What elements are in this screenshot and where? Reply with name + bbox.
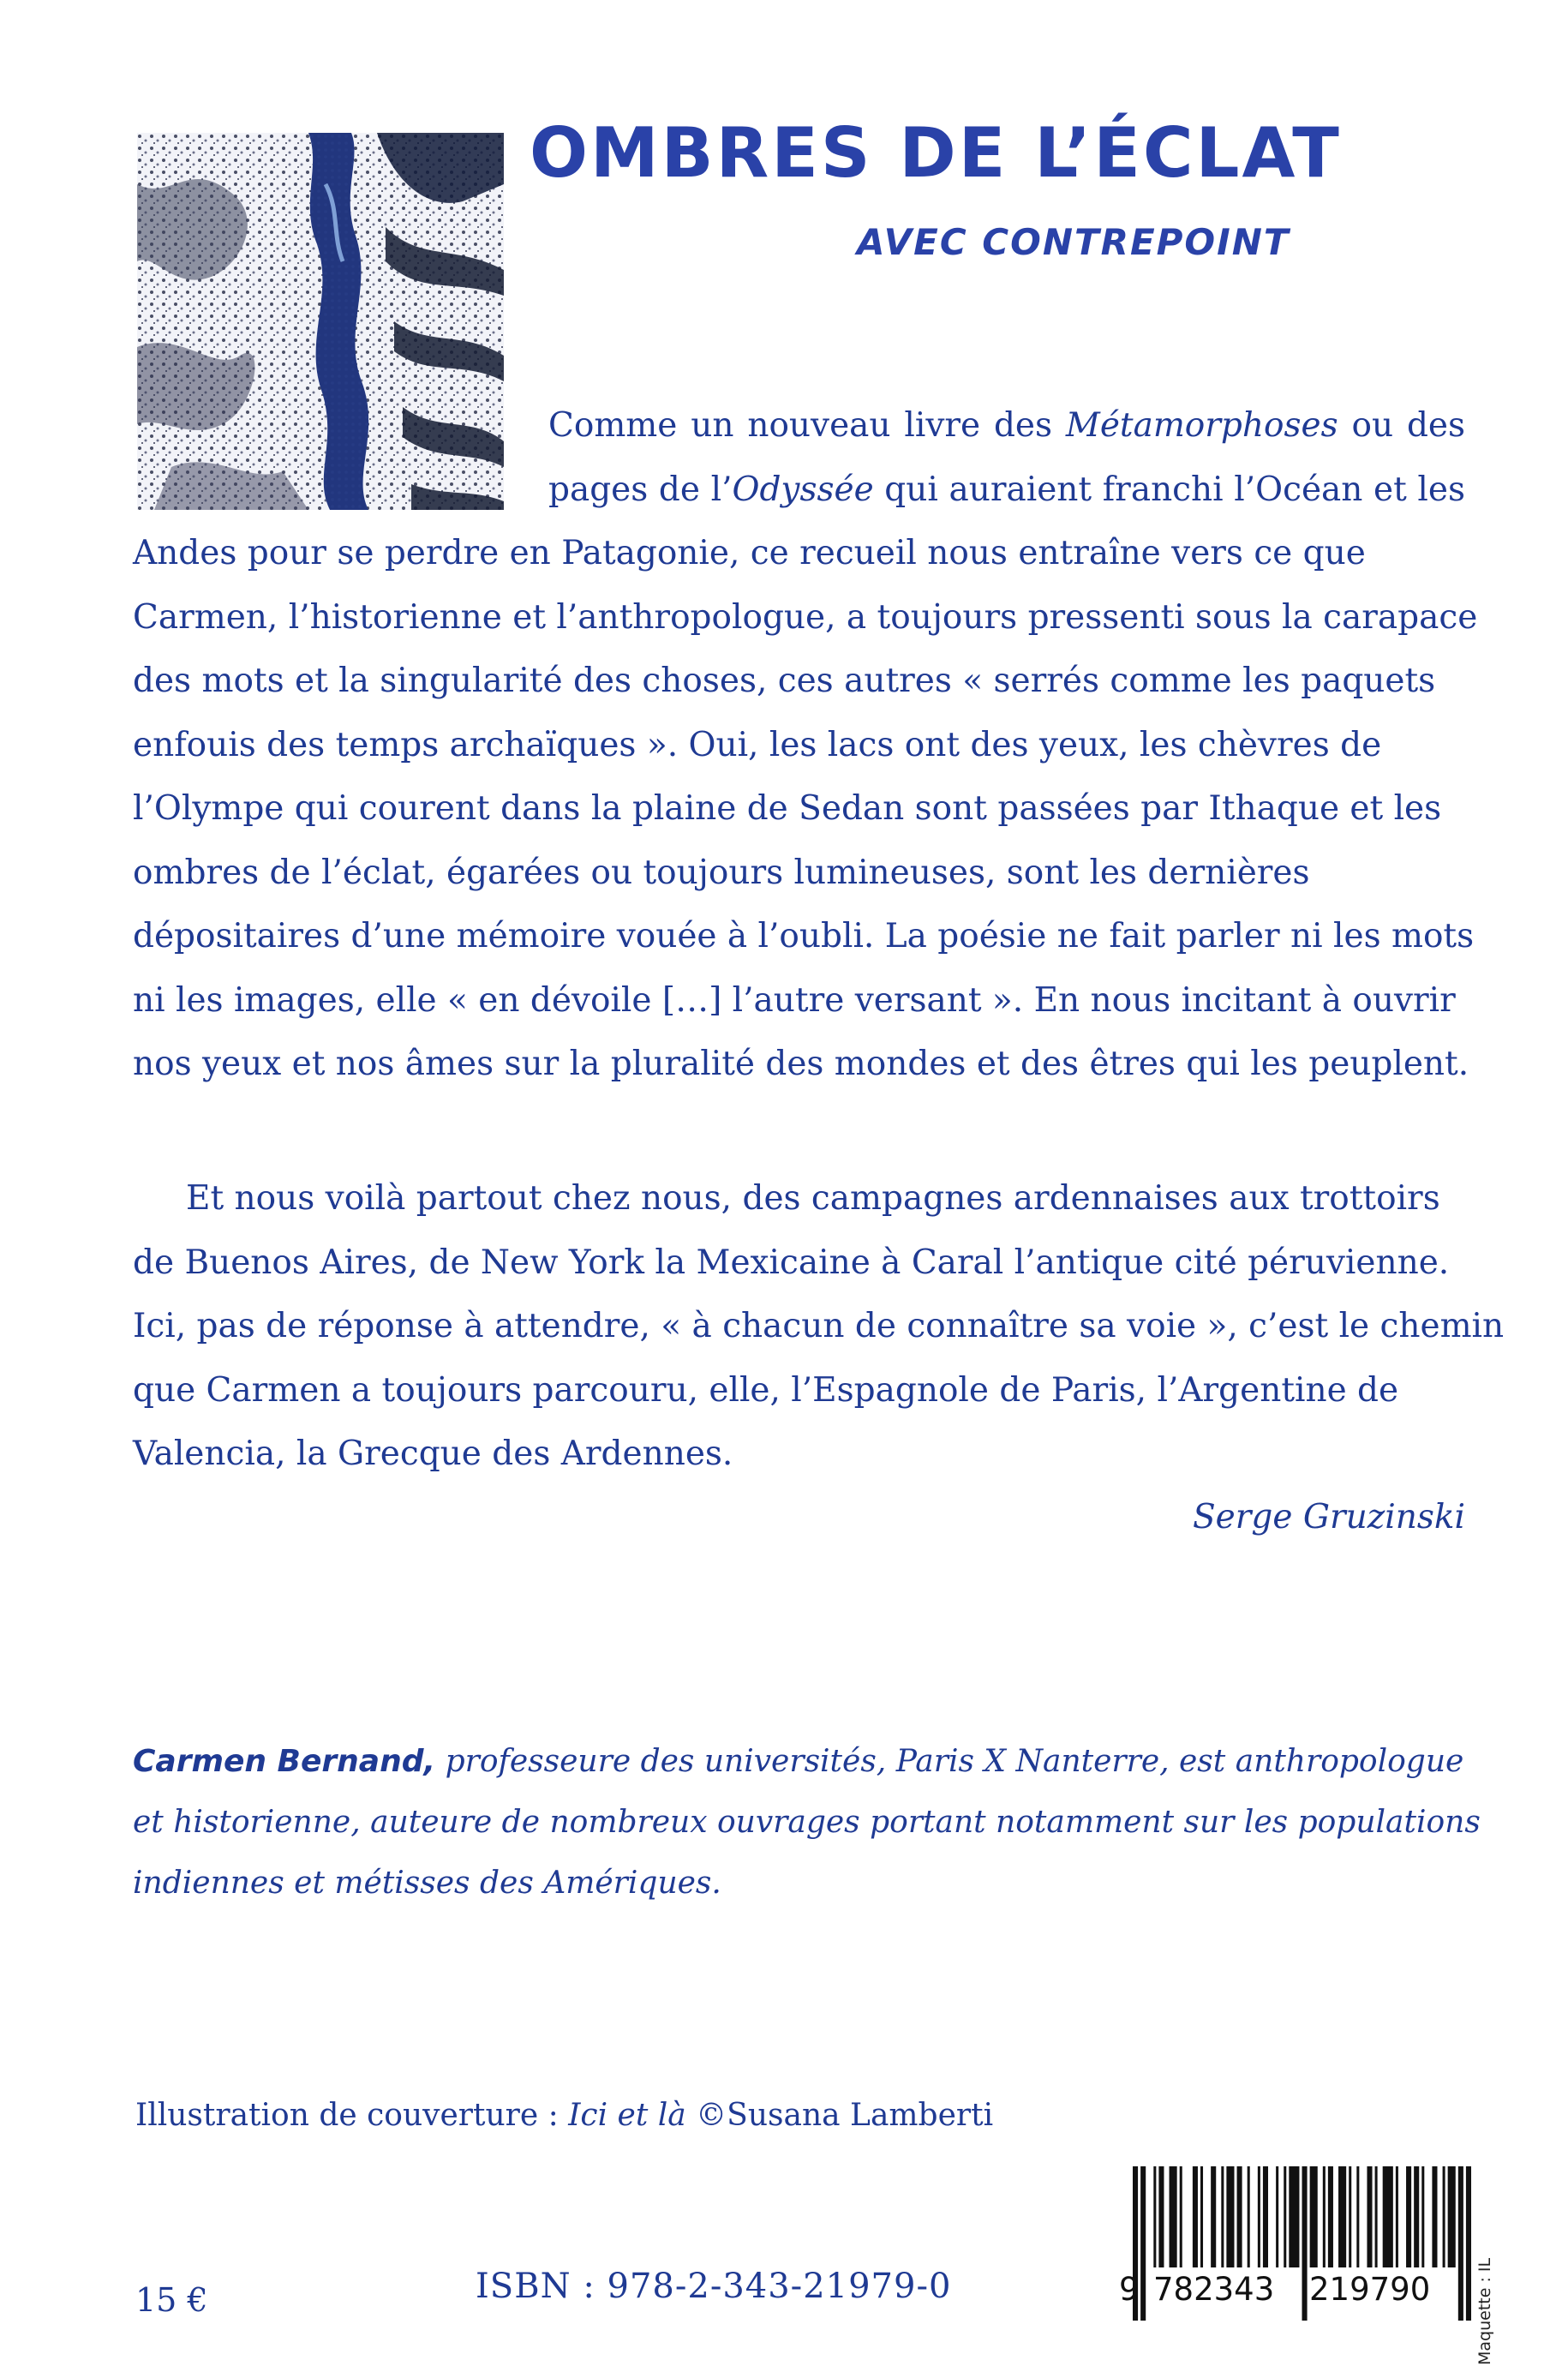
barcode-bar — [1248, 2166, 1250, 2267]
barcode-bar — [1458, 2166, 1463, 2321]
barcode-bar — [1338, 2166, 1346, 2267]
text-line: que Carmen a toujours parcouru, elle, l’Espagnole de Paris, l’Argentine de — [133, 1370, 1399, 1410]
barcode-bar — [1193, 2166, 1198, 2267]
text-line — [133, 905, 1475, 969]
text-line — [133, 842, 1465, 906]
book-title: OMBRES DE L’ÉCLAT — [530, 113, 1342, 193]
barcode-bar — [1263, 2166, 1268, 2267]
barcode-bar — [1284, 2166, 1286, 2267]
barcode-first-digit: 9 — [1119, 2271, 1140, 2308]
bio-line: professeure des universités, Paris X Nanterre, est anthropologue — [435, 1744, 1464, 1779]
text-line — [133, 969, 1465, 1033]
text-segment: qui auraient franchi l’Océan et les — [873, 470, 1465, 509]
barcode-bar — [1221, 2166, 1224, 2267]
barcode-bar — [1211, 2166, 1216, 2267]
bio-line: et historienne, auteure de nombreux ouvrages portant notamment sur les populations — [133, 1805, 1481, 1840]
barcode-left-group: 782343 — [1153, 2271, 1275, 2308]
text-line — [133, 777, 1465, 842]
text-segment: nos yeux et nos âmes sur la pluralité des mondes et des êtres qui les peuplent. — [133, 1045, 1469, 1083]
book-subtitle: AVEC CONTREPOINT — [857, 221, 1290, 263]
blurb-paragraph-1 — [133, 522, 1478, 1097]
text-segment: ou des — [1338, 406, 1465, 445]
cover-illustration — [137, 133, 504, 510]
barcode-bar — [1414, 2166, 1419, 2267]
text-segment: ni les images, elle « en dévoile […] l’autre versant ». En nous incitant à ouvrir — [133, 980, 1456, 1020]
text-segment: dépositaires d’une mémoire vouée à l’oubli. La poésie ne fait parler ni les mots — [133, 917, 1475, 955]
barcode-bar — [1432, 2166, 1437, 2267]
text-line — [133, 714, 1465, 778]
credit-prefix: Illustration de couverture : — [135, 2098, 569, 2133]
blurb-signature: Serge Gruzinski — [1192, 1498, 1465, 1536]
author-name: Carmen Bernand, — [133, 1744, 436, 1779]
barcode-bar — [1349, 2166, 1351, 2267]
barcode-bar — [1258, 2166, 1260, 2267]
barcode-bar — [1170, 2166, 1177, 2267]
barcode-right-group: 219790 — [1309, 2271, 1431, 2308]
text-segment: pages de l’ — [548, 470, 733, 509]
text-line: Et nous voilà partout chez nous, des campagnes ardennaises aux trottoirs — [186, 1179, 1440, 1218]
text-line — [133, 522, 1465, 586]
text-segment: Carmen, l’historienne et l’anthropologue, a toujours pressenti sous la carapace — [133, 597, 1478, 637]
text-line — [133, 650, 1465, 714]
credit-artist: ©Susana Lamberti — [685, 2098, 994, 2133]
barcode-bar — [1276, 2166, 1278, 2267]
price: 15 € — [135, 2281, 208, 2319]
barcode-bar — [1328, 2166, 1333, 2267]
text-line — [133, 1033, 1469, 1097]
illustration-credit — [135, 2098, 1164, 2133]
credit-work-title: Ici et là — [568, 2098, 686, 2133]
barcode-bar — [1375, 2166, 1378, 2267]
barcode-bar — [1443, 2166, 1445, 2267]
text-segment: Comme un nouveau livre des — [548, 406, 1066, 445]
barcode-bar — [1421, 2166, 1424, 2267]
bio-line: indiennes et métisses des Amériques. — [133, 1866, 721, 1901]
barcode-bar — [1289, 2166, 1299, 2267]
barcode-bar — [1226, 2166, 1234, 2267]
text-line — [548, 458, 1465, 523]
barcode-bar — [1356, 2166, 1359, 2267]
text-segment: des mots et la singularité des choses, ces autres « serrés comme les paquets — [133, 662, 1436, 700]
barcode-bar — [1158, 2166, 1164, 2267]
text-line — [548, 394, 1465, 458]
barcode-bar — [1153, 2166, 1156, 2267]
text-line: Ici, pas de réponse à attendre, « à chacun de connaître sa voie », c’est le chemin — [133, 1307, 1505, 1345]
maquette-credit: Maquette : IL — [1475, 2257, 1494, 2365]
italic-title: Métamorphoses — [1065, 406, 1338, 445]
italic-title: Odyssée — [732, 470, 874, 509]
barcode-bar — [1396, 2166, 1398, 2267]
barcode-bar — [1383, 2166, 1393, 2267]
barcode-bar — [1237, 2166, 1242, 2267]
abstract-collage-icon — [137, 133, 504, 510]
isbn: ISBN : 978-2-343-21979-0 — [476, 2267, 952, 2306]
barcode-bar — [1448, 2166, 1456, 2267]
barcode-bar — [1302, 2166, 1308, 2321]
text-segment: ombres de l’éclat, égarées ou toujours lumineuses, sont les dernières — [133, 853, 1310, 892]
barcode-bar — [1140, 2166, 1146, 2321]
text-segment: enfouis des temps archaïques ». Oui, les lacs ont des yeux, les chèvres de — [133, 725, 1382, 764]
text-line: de Buenos Aires, de New York la Mexicaine à Caral l’antique cité péruvienne. — [133, 1243, 1450, 1282]
blurb-paragraph-1-intro — [548, 394, 1465, 522]
barcode-bar — [1310, 2166, 1318, 2267]
text-segment: l’Olympe qui courent dans la plaine de Sedan sont passées par Ithaque et les — [133, 789, 1442, 828]
blurb-paragraph-2 — [133, 1167, 1505, 1487]
barcode-bar — [1406, 2166, 1411, 2267]
author-bio — [133, 1731, 1481, 1914]
text-segment: Andes pour se perdre en Patagonie, ce recueil nous entraîne vers ce que — [133, 534, 1366, 572]
barcode-bar — [1200, 2166, 1203, 2267]
text-line: Valencia, la Grecque des Ardennes. — [133, 1435, 733, 1473]
barcode-bar — [1180, 2166, 1182, 2267]
text-line — [133, 586, 1478, 650]
barcode-bar — [1367, 2166, 1372, 2267]
barcode-bar — [1466, 2166, 1471, 2321]
barcode-bar — [1323, 2166, 1326, 2267]
